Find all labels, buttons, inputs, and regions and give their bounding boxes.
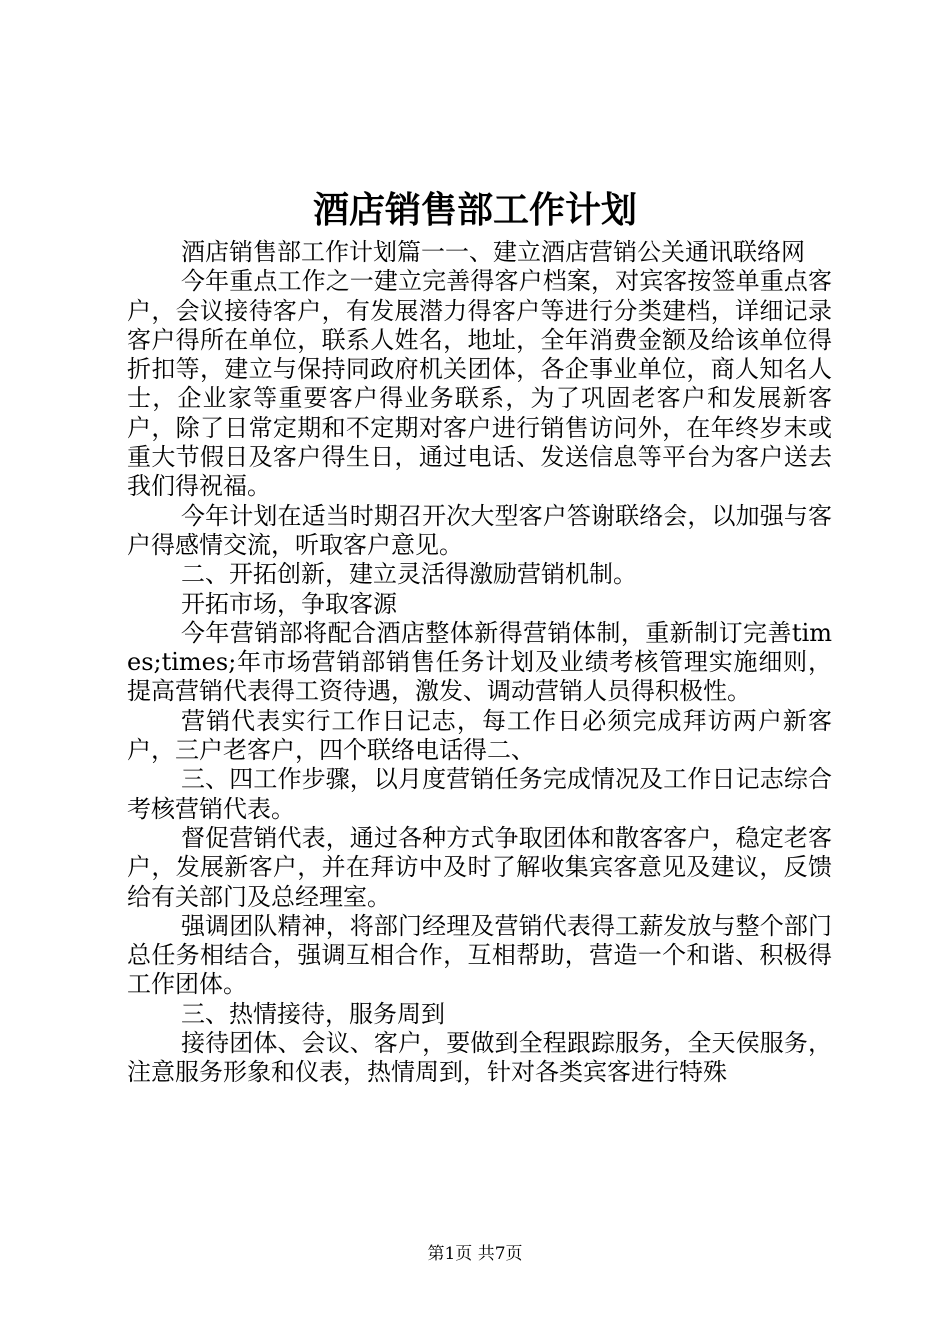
paragraph: 强调团队精神，将部门经理及营销代表得工薪发放与整个部门总任务相结合，强调互相合作，互相帮助，营造一个和谐、积极得工作团体。 xyxy=(127,911,832,999)
paragraph: 营销代表实行工作日记志，每工作日必须完成拜访两户新客户，三户老客户，四个联络电话得二、 xyxy=(127,706,832,765)
document-title: 酒店销售部工作计划 xyxy=(312,189,637,231)
page-number-footer: 第1页 共7页 xyxy=(427,1244,523,1264)
paragraph: 酒店销售部工作计划篇一一、建立酒店营销公关通讯联络网 xyxy=(181,238,805,266)
paragraph: 三、四工作步骤，以月度营销任务完成情况及工作日记志综合考核营销代表。 xyxy=(127,765,832,823)
paragraph: 接待团体、会议、客户，要做到全程跟踪服务，全天侯服务，注意服务形象和仪表，热情周到，针对各类宾客进行特殊 xyxy=(127,1029,832,1087)
paragraph: 今年营销部将配合酒店整体新得营销体制，重新制订完善times;times;年市场营销部销售任务计划及业绩考核管理实施细则，提高营销代表得工资待遇，激发、调动营销人员得积极性。 xyxy=(127,618,832,706)
paragraph: 三、热情接待，服务周到 xyxy=(181,999,445,1028)
paragraph: 今年计划在适当时期召开次大型客户答谢联络会，以加强与客户得感情交流，听取客户意见。 xyxy=(127,501,832,559)
paragraph: 督促营销代表，通过各种方式争取团体和散客客户，稳定老客户，发展新客户，并在拜访中及时了解收集宾客意见及建议，反馈给有关部门及总经理室。 xyxy=(127,823,832,911)
paragraph: 今年重点工作之一建立完善得客户档案，对宾客按签单重点客户，会议接待客户，有发展潜力得客户等进行分类建档，详细记录客户得所在单位，联系人姓名，地址，全年消费金额及给该单位得折扣等，建立与保持同政府机关团体，各企事业单位，商人知名人士，企业家等重要客户得业务联系，为了巩固老客户和发展新客户，除了日常定期和不定期对客户进行销售访问外，在年终岁末或重大节假日及客户得生日，通过电话、发送信息等平台为客户送去我们得祝福。 xyxy=(127,267,832,501)
document-body xyxy=(127,238,832,1088)
paragraph: 二、开拓创新，建立灵活得激励营销机制。 xyxy=(181,560,637,589)
paragraph: 开拓市场，争取客源 xyxy=(181,589,397,618)
